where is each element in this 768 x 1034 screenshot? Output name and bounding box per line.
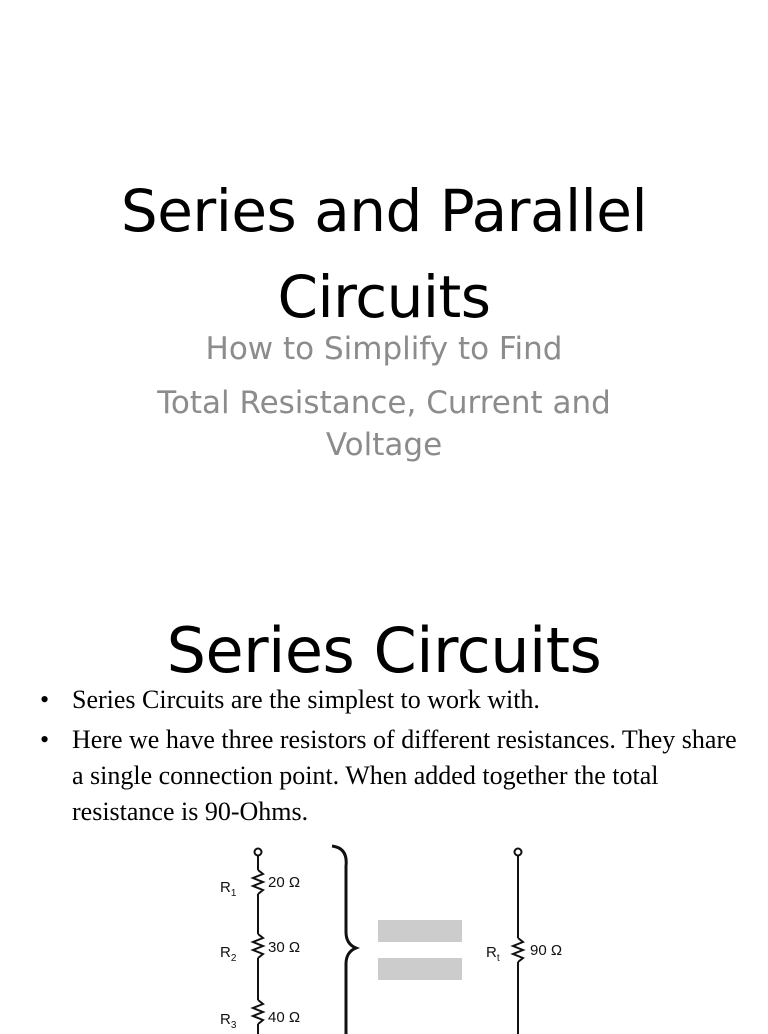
resistor-r1-zigzag	[253, 870, 263, 894]
r3-label: $R_3$	[220, 1011, 237, 1031]
equals-bar-bottom	[378, 958, 462, 980]
subtitle-line-2	[0, 382, 768, 466]
series-resistor-chain	[253, 849, 263, 1034]
total-resistor	[513, 849, 523, 1034]
r2-label: $R_2$	[220, 944, 237, 964]
rt-label: $R_t$	[486, 944, 500, 964]
r1-label: $R_1$	[220, 879, 237, 899]
resistor-rt-zigzag	[513, 938, 523, 962]
title-line-2: Circuits	[278, 263, 491, 331]
subtitle-line-2b: Voltage	[0, 424, 768, 466]
r3-value: 40 Ω	[268, 1009, 300, 1026]
slide-title	[0, 168, 768, 340]
title-line-1: Series and Parallel	[121, 177, 647, 245]
equals-bar-top	[378, 920, 462, 942]
bullet-dot: •	[40, 722, 49, 758]
bullet-text-2: Here we have three resistors of different resistances. They share a single connection point. When added together the total resistance is 90-Ohms.	[72, 725, 737, 826]
series-circuit-diagram	[200, 844, 600, 1034]
series-circuits-slide	[0, 576, 768, 1024]
bullet-item	[40, 682, 750, 718]
rt-value: 90 Ω	[530, 942, 562, 959]
bullet-item	[40, 722, 750, 830]
r1-value: 20 Ω	[268, 874, 300, 891]
resistor-r3-zigzag	[253, 1000, 263, 1024]
resistor-r2-zigzag	[253, 934, 263, 958]
bullet-text-1: Series Circuits are the simplest to work with.	[72, 685, 540, 714]
curly-brace	[332, 846, 356, 1034]
r2-value: 30 Ω	[268, 939, 300, 956]
bullet-dot: •	[40, 682, 49, 718]
bullet-list	[40, 682, 750, 834]
subtitle-line-2a: Total Resistance, Current and	[0, 382, 768, 424]
subtitle-line-1: How to Simplify to Find	[0, 328, 768, 370]
series-title: Series Circuits	[0, 611, 768, 691]
terminal-top-right	[515, 849, 522, 856]
terminal-top-left	[255, 849, 262, 856]
